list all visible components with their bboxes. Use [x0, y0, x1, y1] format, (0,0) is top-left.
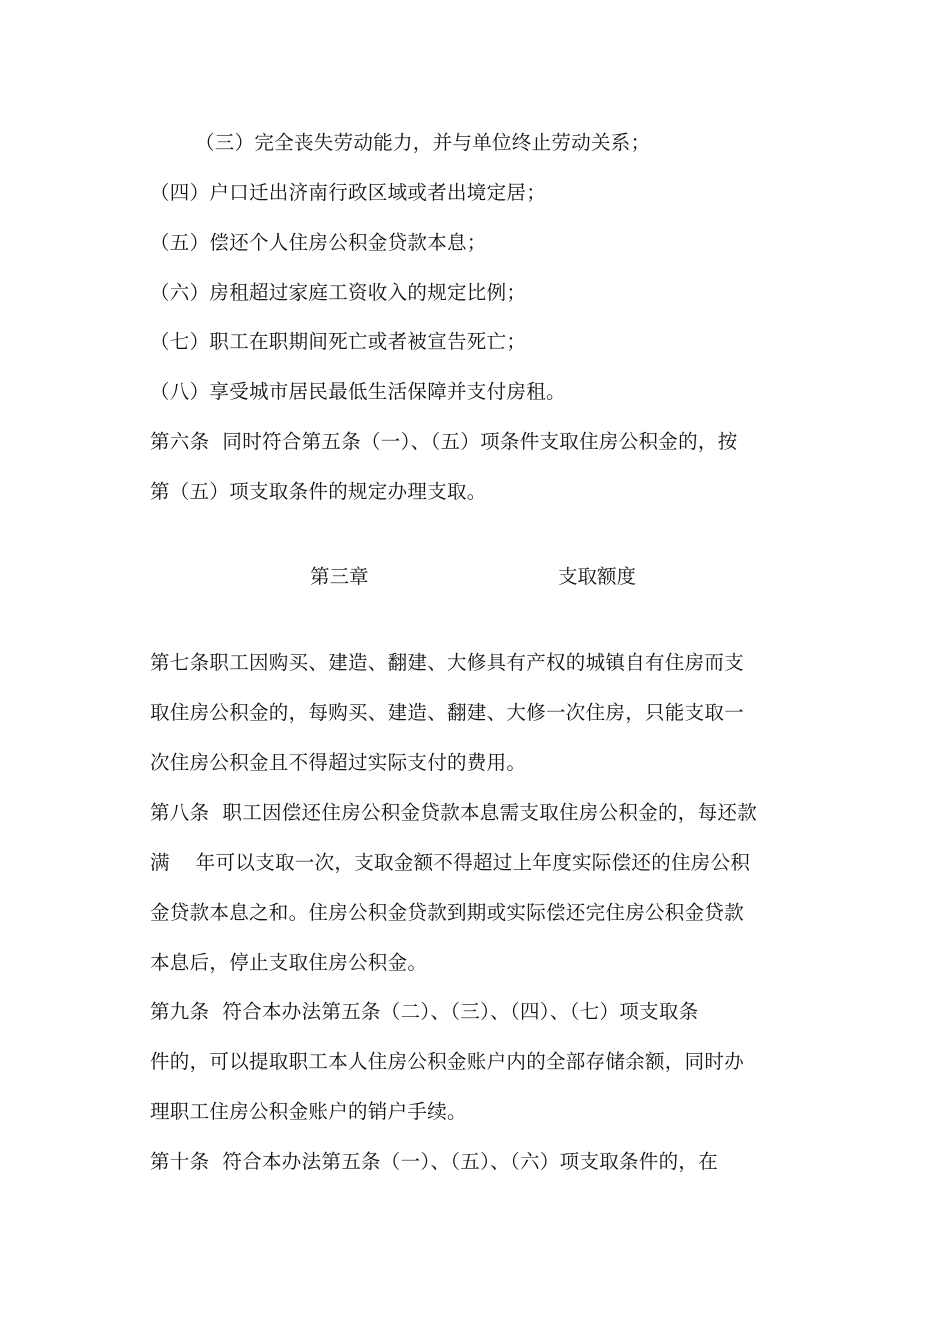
item-7: （七）职工在职期间死亡或者被宣告死亡；: [150, 330, 527, 353]
item-6: （六）房租超过家庭工资收入的规定比例；: [150, 281, 527, 304]
item-4: （四）户口迁出济南行政区域或者出境定居；: [150, 181, 547, 204]
chapter-title: 支取额度: [558, 565, 637, 588]
article-9-line-3: 理职工住房公积金账户的销户手续。: [150, 1100, 467, 1123]
article-9-line-2: 件的，可以提取职工本人住房公积金账户内的全部存储余额，同时办: [150, 1050, 745, 1073]
item-8: （八）享受城市居民最低生活保障并支付房租。: [150, 380, 566, 403]
article-9-line-1: 第九条 符合本办法第五条（二）、（三）、（四）、（七）项支取条: [150, 1000, 699, 1023]
item-3: （三）完全丧失劳动能力，并与单位终止劳动关系；: [195, 131, 651, 154]
article-7-line-2: 取住房公积金的，每购买、建造、翻建、大修一次住房，只能支取一: [150, 701, 745, 724]
article-10-line-1: 第十条 符合本办法第五条（一）、（五）、（六）项支取条件的，在: [150, 1150, 718, 1173]
article-8-line-4: 本息后，停止支取住房公积金。: [150, 951, 428, 974]
item-5: （五）偿还个人住房公积金贷款本息；: [150, 231, 487, 254]
article-8-line-2: 满 年可以支取一次，支取金额不得超过上年度实际偿还的住房公积: [150, 851, 751, 874]
article-6-line-2: 第（五）项支取条件的规定办理支取。: [150, 480, 487, 503]
article-7-line-1: 第七条职工因购买、建造、翻建、大修具有产权的城镇自有住房而支: [150, 651, 745, 674]
article-6-line-1: 第六条 同时符合第五条（一）、（五）项条件支取住房公积金的，按: [150, 430, 738, 453]
article-8-line-3: 金贷款本息之和。住房公积金贷款到期或实际偿还完住房公积金贷款: [150, 901, 745, 924]
article-7-line-3: 次住房公积金且不得超过实际支付的费用。: [150, 751, 527, 774]
chapter-number: 第三章: [310, 565, 369, 588]
article-8-line-1: 第八条 职工因偿还住房公积金贷款本息需支取住房公积金的，每还款: [150, 801, 757, 824]
